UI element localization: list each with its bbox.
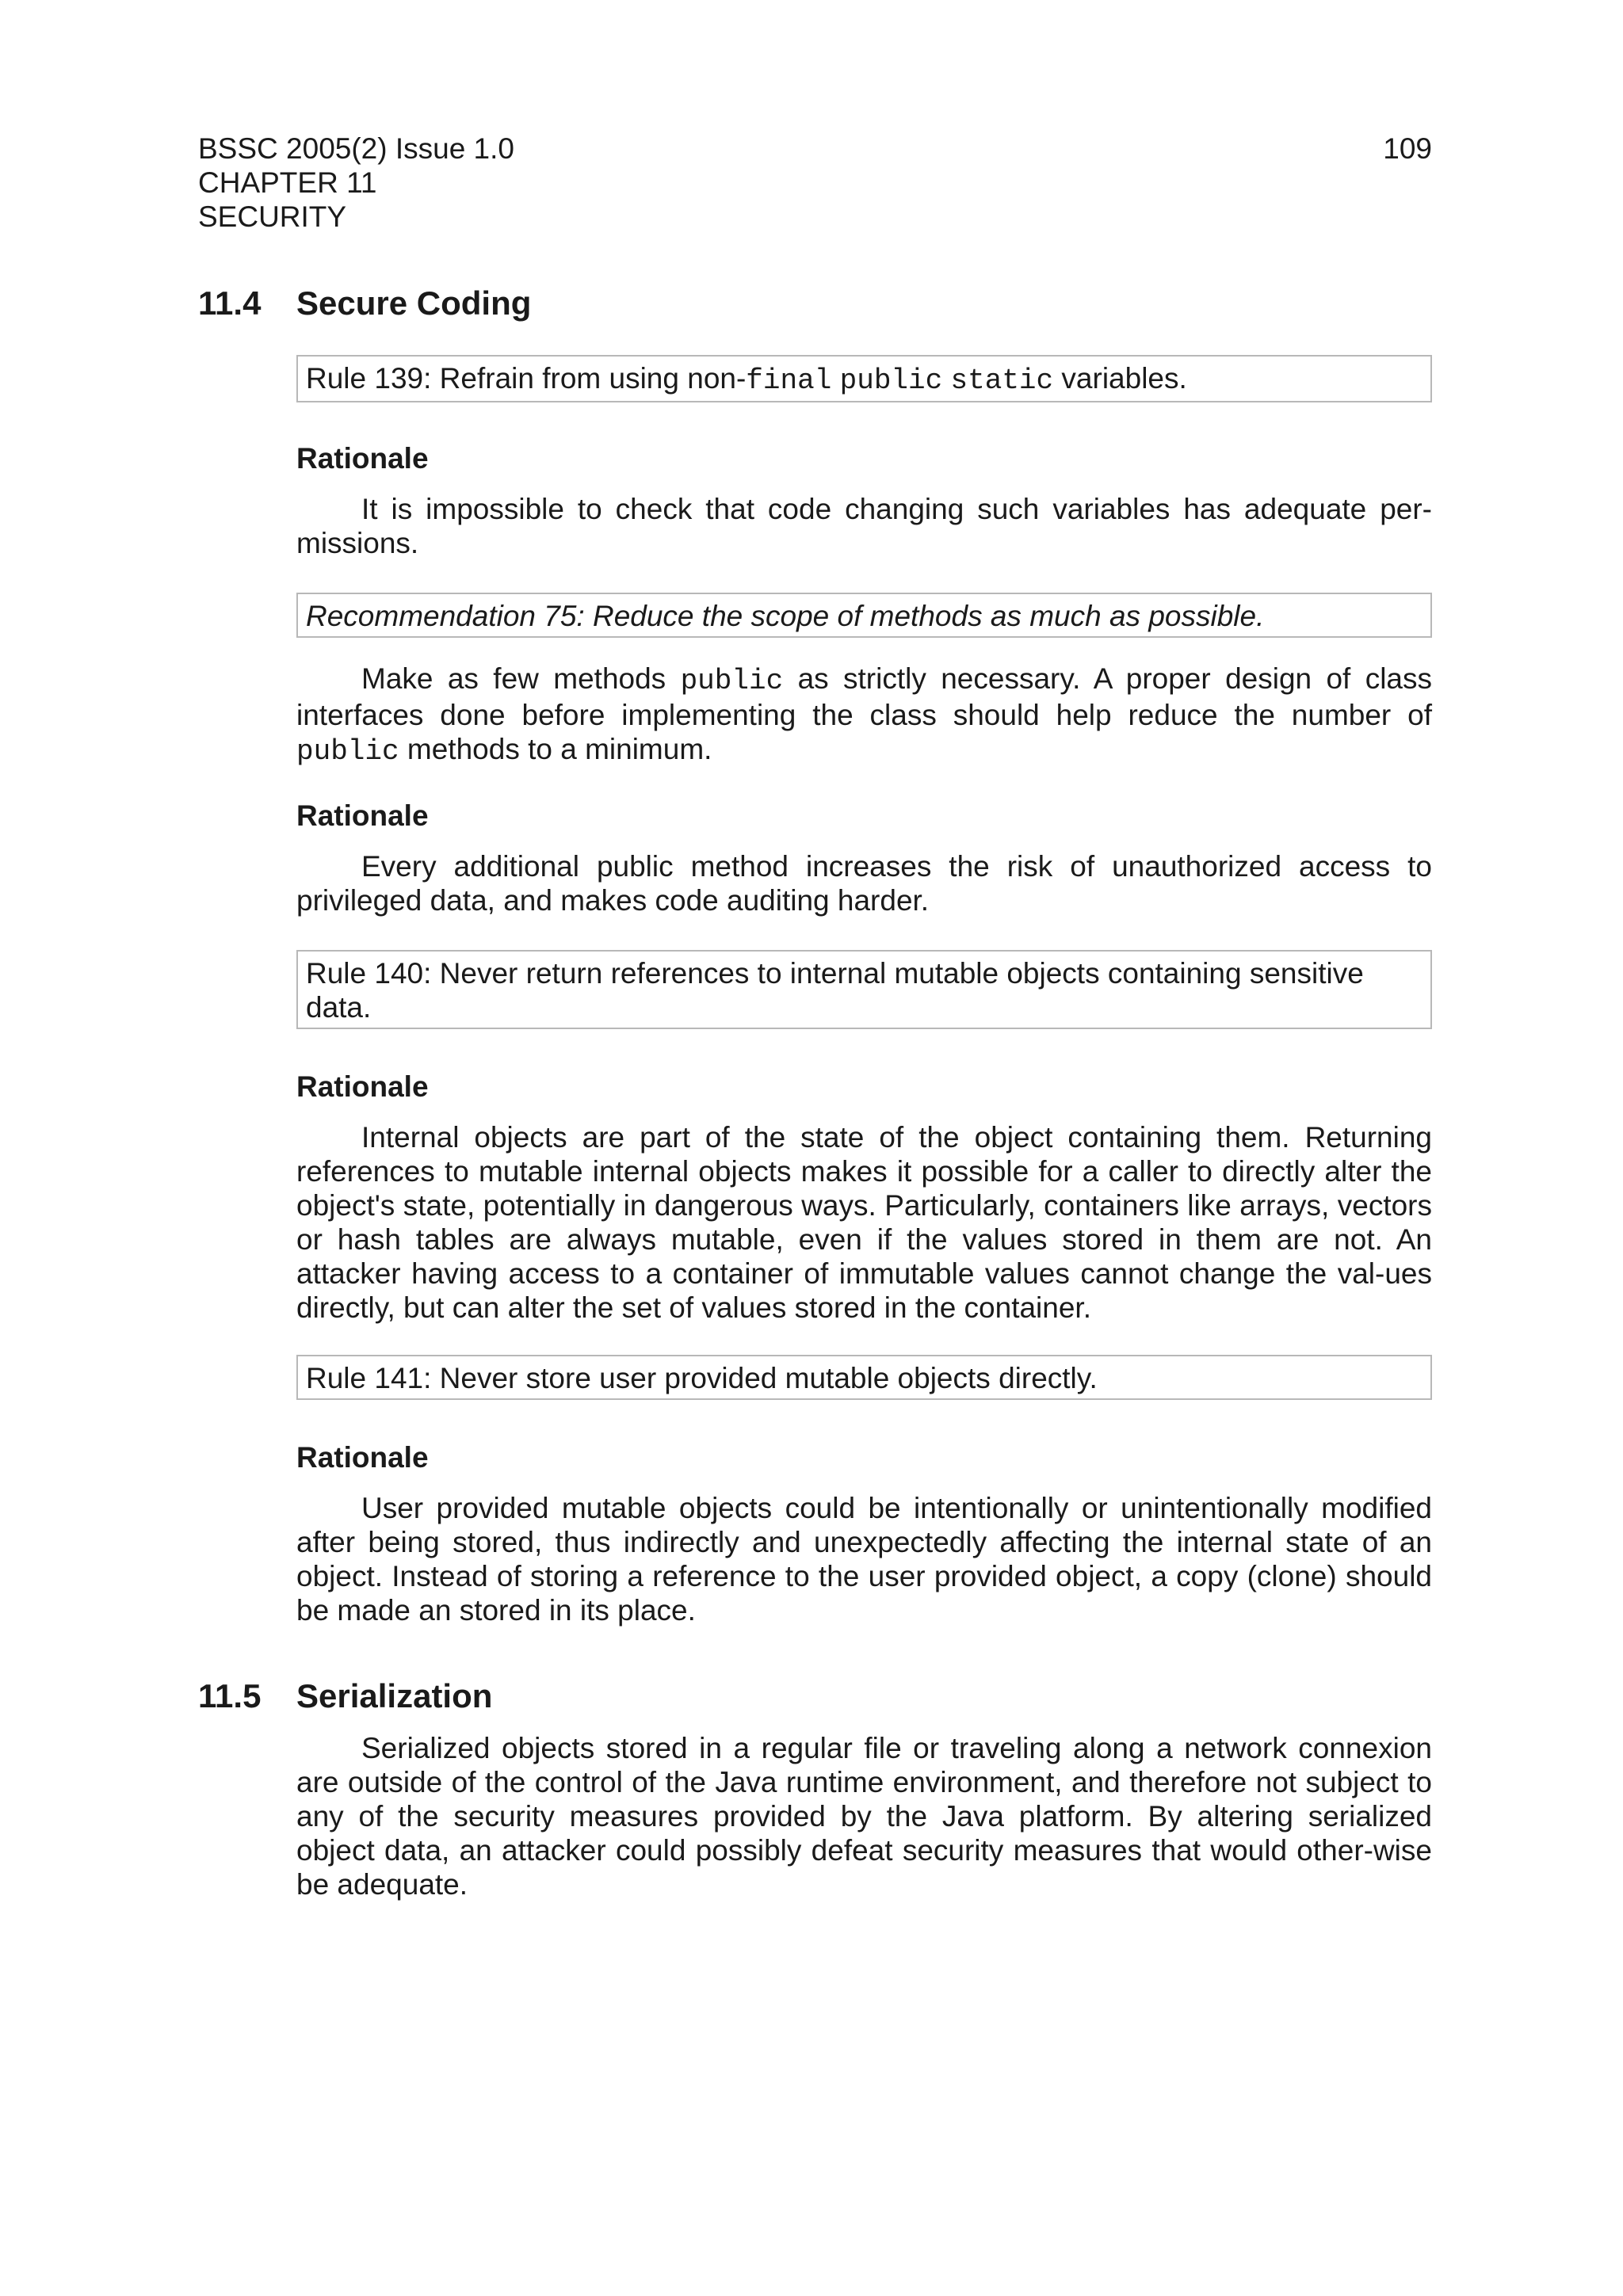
section-heading-11-5: [198, 1676, 1432, 1716]
rationale-text: It is impossible to check that code changing such variables has adequate per-missions.: [296, 493, 1432, 559]
code-public: public: [839, 364, 943, 397]
rule-140-wrapper: [296, 950, 1432, 1029]
rule-139-prefix: Rule 139: Refrain from using non-: [306, 362, 747, 395]
rationale-1: [296, 441, 1432, 560]
rationale-heading: Rationale: [296, 799, 429, 832]
page-header: [198, 132, 1432, 234]
rec-body-part-2: as strictly necessary. A proper design of class interfaces done before implementing the class should help reduce the number of: [296, 662, 1433, 731]
rec-body-part-1: Make as few methods: [361, 662, 666, 695]
rationale-text: User provided mutable objects could be intentionally or unintentionally modified after being stored, thus indirectly and unexpectedly affecting the internal state of an object. Instead of storing a reference to the user provided object, a copy (clone) should be made an stored in its place.: [296, 1492, 1432, 1627]
recommendation-75-text: [296, 662, 1432, 769]
rationale-text: Every additional public method increases the risk of unauthorized access to privileged data, and makes code auditing harder.: [296, 850, 1432, 917]
rule-139-box: [296, 355, 1432, 402]
rec-body-part-3: methods to a minimum.: [407, 733, 712, 765]
rule-139-suffix: variables.: [1061, 362, 1187, 395]
code-public-2: public: [296, 735, 399, 768]
section-heading-11-4: [198, 284, 1432, 323]
serialization-body: [296, 1731, 1432, 1901]
recommendation-75-wrapper: [296, 593, 1432, 638]
recommendation-75-box: Recommendation 75: Reduce the scope of methods as much as possible.: [296, 593, 1432, 638]
section-number: 11.4: [198, 284, 262, 322]
recommendation-75-body: [296, 662, 1432, 769]
serialization-text: Serialized objects stored in a regular file or traveling along a network connexion are outside of the control of the Java runtime environment, and therefore not subject to any of the security measures provided by the Java platform. By altering serialized object data, an attacker could possibly defeat security measures that would other-wise be adequate.: [296, 1732, 1432, 1901]
rationale-2: [296, 799, 1432, 917]
code-static: static: [950, 364, 1054, 397]
rationale-4: [296, 1440, 1432, 1627]
rule-140-box: Rule 140: Never return references to internal mutable objects containing sensitive data.: [296, 950, 1432, 1029]
rationale-3: [296, 1070, 1432, 1325]
code-public-1: public: [680, 665, 784, 697]
section-title: Secure Coding: [296, 284, 532, 322]
chapter-label: CHAPTER 11: [198, 166, 377, 199]
chapter-title: SECURITY: [198, 200, 347, 233]
doc-id: BSSC 2005(2) Issue 1.0: [198, 132, 514, 165]
rule-141-wrapper: [296, 1355, 1432, 1400]
rationale-heading: Rationale: [296, 442, 429, 475]
rationale-heading: Rationale: [296, 1070, 429, 1103]
rationale-heading: Rationale: [296, 1441, 429, 1474]
section-title: Serialization: [296, 1677, 493, 1714]
rule-139-box-wrapper: [296, 355, 1432, 402]
rule-141-box: Rule 141: Never store user provided mutable objects directly.: [296, 1355, 1432, 1400]
page-number: 109: [1383, 132, 1432, 165]
code-final: final: [746, 364, 832, 397]
section-number: 11.5: [198, 1677, 262, 1714]
rationale-text: Internal objects are part of the state of the object containing them. Returning references to mutable internal objects makes it possible for a caller to directly alter the object's state, potentially in dangerous ways. Particularly, containers like arrays, vectors or hash tables are always mutable, even if the values stored in them are not. An attacker having access to a container of immutable values cannot change the val-ues directly, but can alter the set of values stored in the container.: [296, 1121, 1432, 1324]
